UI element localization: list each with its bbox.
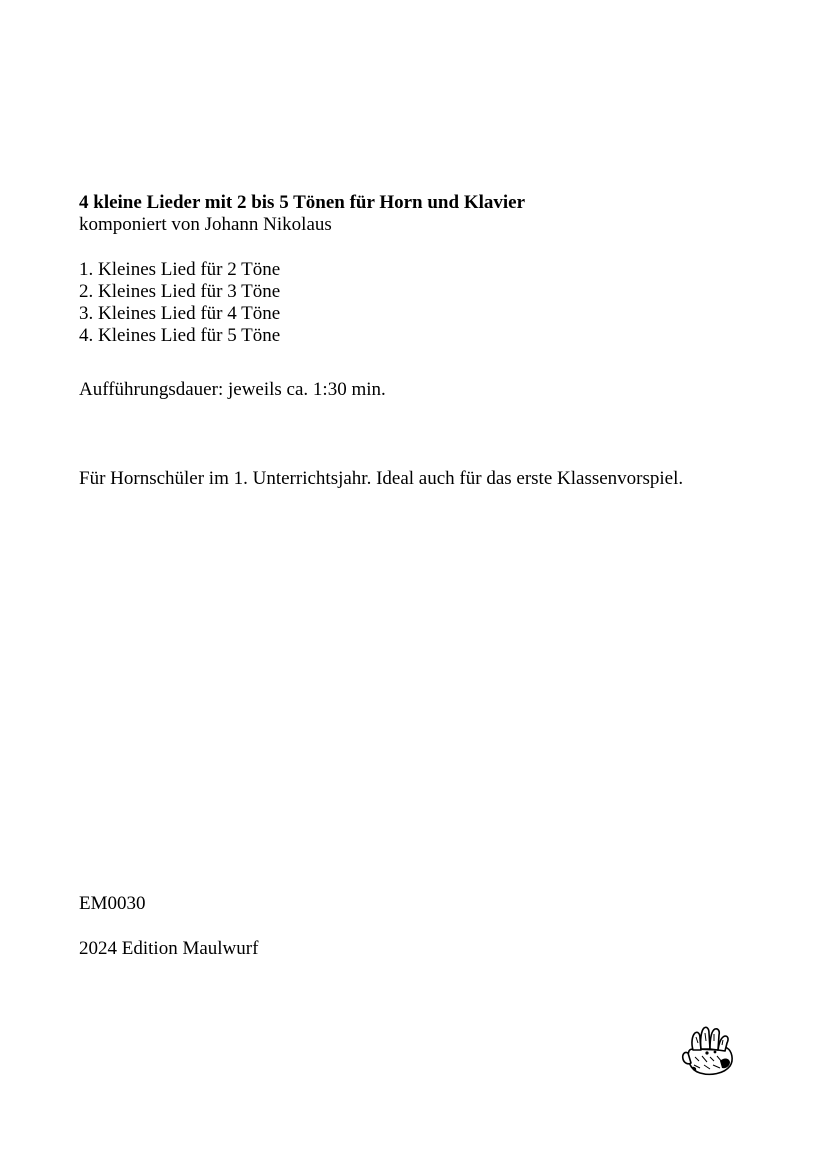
document-title: 4 kleine Lieder mit 2 bis 5 Tönen für Horn und Klavier: [79, 192, 526, 213]
mole-paw-icon: [680, 1021, 736, 1077]
song-item: 2. Kleines Lied für 3 Töne: [79, 281, 281, 302]
song-item: 1. Kleines Lied für 2 Töne: [79, 259, 281, 280]
catalog-number: EM0030: [79, 893, 146, 914]
song-item: 4. Kleines Lied für 5 Töne: [79, 325, 281, 346]
edition-publisher: 2024 Edition Maulwurf: [79, 938, 259, 959]
song-item: 3. Kleines Lied für 4 Töne: [79, 303, 281, 324]
target-audience-description: Für Hornschüler im 1. Unterrichtsjahr. Ideal auch für das erste Klassenvorspiel.: [79, 468, 684, 489]
composer-credit: komponiert von Johann Nikolaus: [79, 214, 332, 235]
song-list: [79, 259, 280, 347]
performance-duration: Aufführungsdauer: jeweils ca. 1:30 min.: [79, 379, 386, 400]
